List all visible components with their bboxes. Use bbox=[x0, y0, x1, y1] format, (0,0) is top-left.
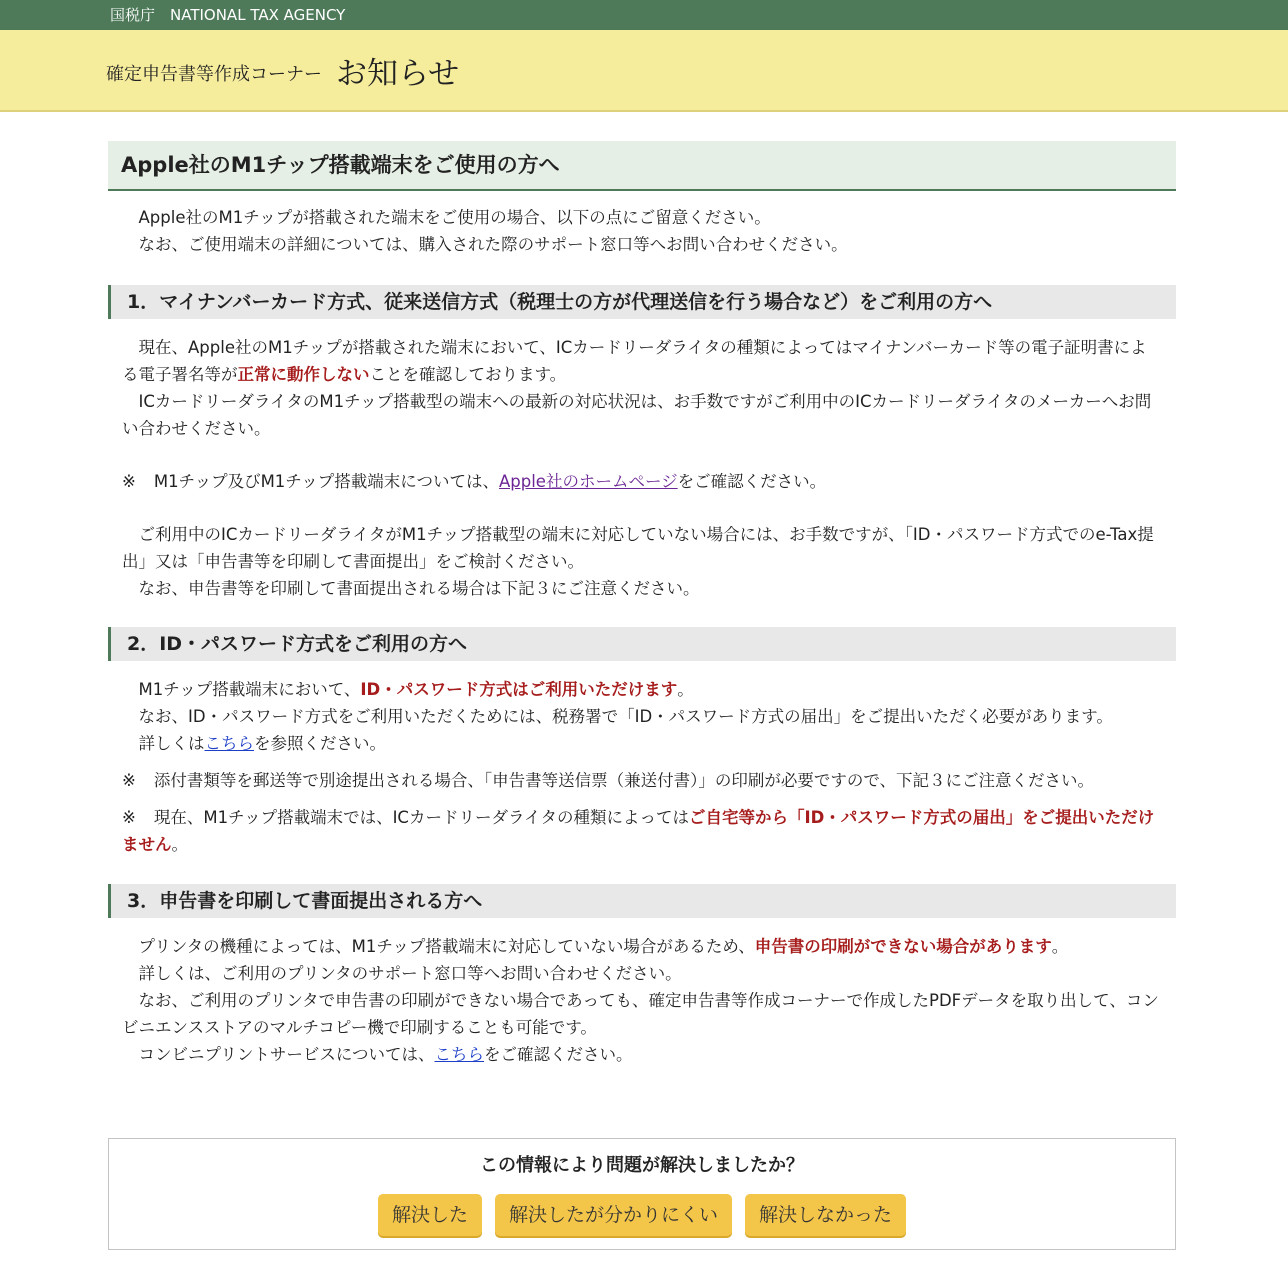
section-3-heading: 3．申告書を印刷して書面提出される方へ bbox=[108, 884, 1176, 918]
note-mark: ※ bbox=[122, 808, 136, 827]
agency-bar bbox=[0, 0, 1288, 30]
feedback-box bbox=[108, 1138, 1176, 1250]
intro-line-2: なお、ご使用端末の詳細については、購入された際のサポート窓口等へお問い合わせください。 bbox=[138, 235, 848, 254]
apple-homepage-link[interactable]: Apple社のホームページ bbox=[498, 472, 678, 491]
id-password-details-link[interactable]: こちら bbox=[204, 734, 254, 753]
intro-line-1: Apple社のM1チップが搭載された端末をご使用の場合、以下の点にご留意ください。 bbox=[138, 208, 771, 227]
section-3-paragraph-4 bbox=[122, 1041, 1162, 1068]
section-2-note-2-tail: 。 bbox=[171, 835, 188, 854]
solved-button[interactable]: 解決した bbox=[378, 1194, 482, 1236]
section-1-paragraph-4: なお、申告書等を印刷して書面提出される場合は下記３にご注意ください。 bbox=[138, 579, 700, 598]
page-title: お知らせ bbox=[336, 55, 460, 92]
article-heading: Apple社のM1チップ搭載端末をご使用の方へ bbox=[108, 141, 1176, 191]
section-1-p1-text: 現在、Apple社のM1チップが搭載された端末において、ICカードリーダライタの種類によってはマイナンバーカード等の電子証明書による電子署名等が bbox=[122, 338, 1147, 384]
section-1-paragraph-2: ICカードリーダライタのM1チップ搭載型の端末への最新の対応状況は、お手数ですがご利用中のICカードリーダライタのメーカーへお問い合わせください。 bbox=[122, 392, 1152, 438]
section-1-note-text: M1チップ及びM1チップ搭載端末については、 bbox=[153, 472, 499, 491]
page-header bbox=[0, 30, 1288, 112]
section-2-p1-tail: 。 bbox=[677, 680, 694, 699]
section-2-note-2 bbox=[122, 804, 1162, 858]
section-2-note-2-alert: ご自宅等から「ID・パスワード方式の届出」をご提出いただけません bbox=[122, 808, 1155, 854]
section-3-paragraph-1 bbox=[122, 933, 1162, 960]
section-1-paragraph-1 bbox=[122, 334, 1162, 388]
section-1-p1-alert: 正常に動作しない bbox=[237, 365, 370, 384]
section-1-note bbox=[122, 468, 1162, 495]
section-2-note-1-text: 添付書類等を郵送等で別途提出される場合、「申告書等送信票（兼送付書）」の印刷が必要ですので、下記３にご注意ください。 bbox=[153, 771, 1094, 790]
section-3-paragraph-2: 詳しくは、ご利用のプリンタのサポート窓口等へお問い合わせください。 bbox=[138, 964, 682, 983]
section-2-p3-tail: を参照ください。 bbox=[254, 734, 386, 753]
section-2-p1-alert: ID・パスワード方式はご利用いただけます bbox=[360, 680, 678, 699]
feedback-buttons bbox=[109, 1194, 1175, 1236]
section-3-p1-text: プリンタの機種によっては、M1チップ搭載端末に対応していない場合があるため、 bbox=[138, 937, 755, 956]
not-solved-button[interactable]: 解決しなかった bbox=[745, 1194, 906, 1236]
section-2-note-2-text: 現在、M1チップ搭載端末では、ICカードリーダライタの種類によっては bbox=[153, 808, 689, 827]
main-content bbox=[108, 141, 1176, 1226]
section-2-paragraph-2: なお、ID・パスワード方式をご利用いただくためには、税務署で「ID・パスワード方式の届出」をご提出いただく必要があります。 bbox=[138, 707, 1113, 726]
section-2-p1-text: M1チップ搭載端末において、 bbox=[138, 680, 361, 699]
section-1-note-tail: をご確認ください。 bbox=[677, 472, 827, 491]
section-2-heading: 2．ID・パスワード方式をご利用の方へ bbox=[108, 627, 1176, 661]
section-2-p3-text: 詳しくは bbox=[138, 734, 205, 753]
section-3-p4-tail: をご確認ください。 bbox=[484, 1045, 633, 1064]
section-1-heading: 1．マイナンバーカード方式、従来送信方式（税理士の方が代理送信を行う場合など）をご利用の方へ bbox=[108, 285, 1176, 319]
section-3-p4-text: コンビニプリントサービスについては、 bbox=[138, 1045, 435, 1064]
section-2-paragraph-3 bbox=[122, 730, 1162, 757]
solved-but-unclear-button[interactable]: 解決したが分かりにくい bbox=[495, 1194, 732, 1236]
section-1-p1-tail: ことを確認しております。 bbox=[369, 365, 567, 384]
agency-name: 国税庁 NATIONAL TAX AGENCY bbox=[110, 6, 346, 24]
section-3-p1-alert: 申告書の印刷ができない場合があります bbox=[754, 937, 1052, 956]
section-2-paragraph-1 bbox=[122, 676, 1162, 703]
section-1-paragraph-3: ご利用中のICカードリーダライタがM1チップ搭載型の端末に対応していない場合には、お手数ですが、「ID・パスワード方式でのe-Tax提出」又は「申告書等を印刷して書面提出」をご検討ください。 bbox=[122, 525, 1154, 571]
section-3-p1-tail: 。 bbox=[1051, 937, 1069, 956]
feedback-question: この情報により問題が解決しましたか？ bbox=[480, 1155, 804, 1176]
note-mark: ※ bbox=[122, 771, 136, 790]
header-subtitle: 確定申告書等作成コーナー bbox=[106, 64, 322, 85]
note-mark: ※ bbox=[122, 472, 136, 491]
section-3-paragraph-3: なお、ご利用のプリンタで申告書の印刷ができない場合であっても、確定申告書等作成コーナーで作成したPDFデータを取り出して、コンビニエンスストアのマルチコピー機で印刷することも可能です。 bbox=[122, 991, 1159, 1037]
section-2-note-1 bbox=[122, 767, 1162, 794]
convenience-print-link[interactable]: こちら bbox=[434, 1045, 485, 1064]
